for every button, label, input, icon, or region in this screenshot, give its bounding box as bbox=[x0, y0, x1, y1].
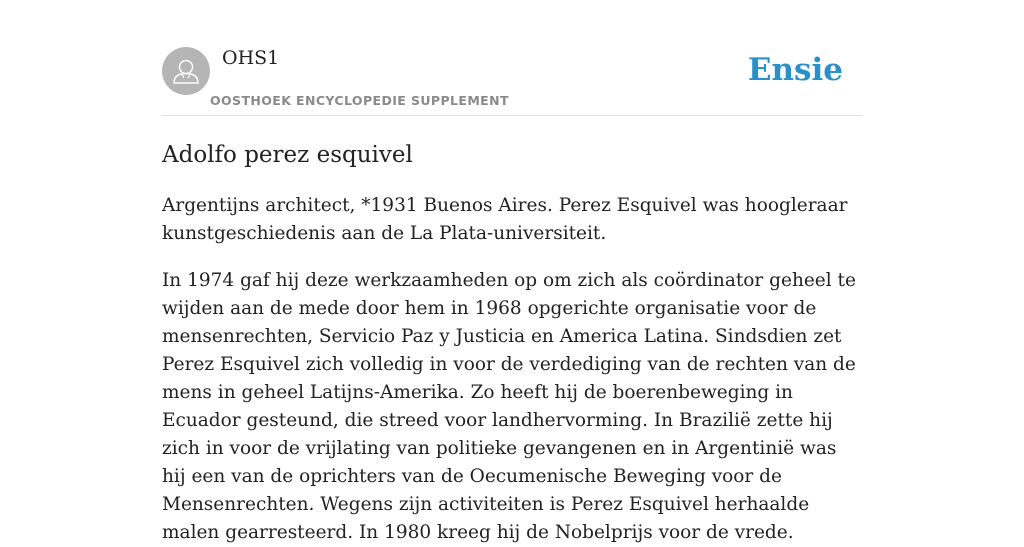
source-name-link[interactable]: OOSTHOEK ENCYCLOPEDIE SUPPLEMENT bbox=[210, 93, 509, 108]
ensie-logo[interactable]: Ensie bbox=[747, 52, 843, 88]
article bbox=[162, 138, 862, 547]
avatar[interactable] bbox=[162, 47, 210, 95]
user-silhouette-icon bbox=[162, 47, 210, 95]
article-paragraph: In 1974 gaf hij deze werkzaamheden op om zich als coördinator geheel te wijden aan de mede door hem in 1968 opgerichte organisatie voor de mensenrechten, Servicio Paz y Justicia en America Latina. Sindsdien zet Perez Esquivel zich volledig in voor de verdediging van de rechten van de mens in geheel Latijns-Amerika. Zo heeft hij de boerenbeweging in Ecuador gesteund, die streed voor landhervorming. In Brazilië zette hij zich in voor de vrijlating van politieke gevangenen en in Argentinië was hij een van de oprichters van de Oecumenische Beweging voor de Mensenrechten. Wegens zijn activiteiten is Perez Esquivel herhaalde malen gearresteerd. In 1980 kreeg hij de Nobelprijs voor de vrede. bbox=[162, 270, 856, 543]
header bbox=[162, 0, 862, 116]
article-title: Adolfo perez esquivel bbox=[162, 142, 413, 168]
article-paragraph: Argentijns architect, *1931 Buenos Aires. Perez Esquivel was hoogleraar kunstgeschiedenis aan de La Plata-universiteit. bbox=[162, 195, 848, 244]
user-name-link[interactable]: OHS1 bbox=[222, 47, 280, 69]
